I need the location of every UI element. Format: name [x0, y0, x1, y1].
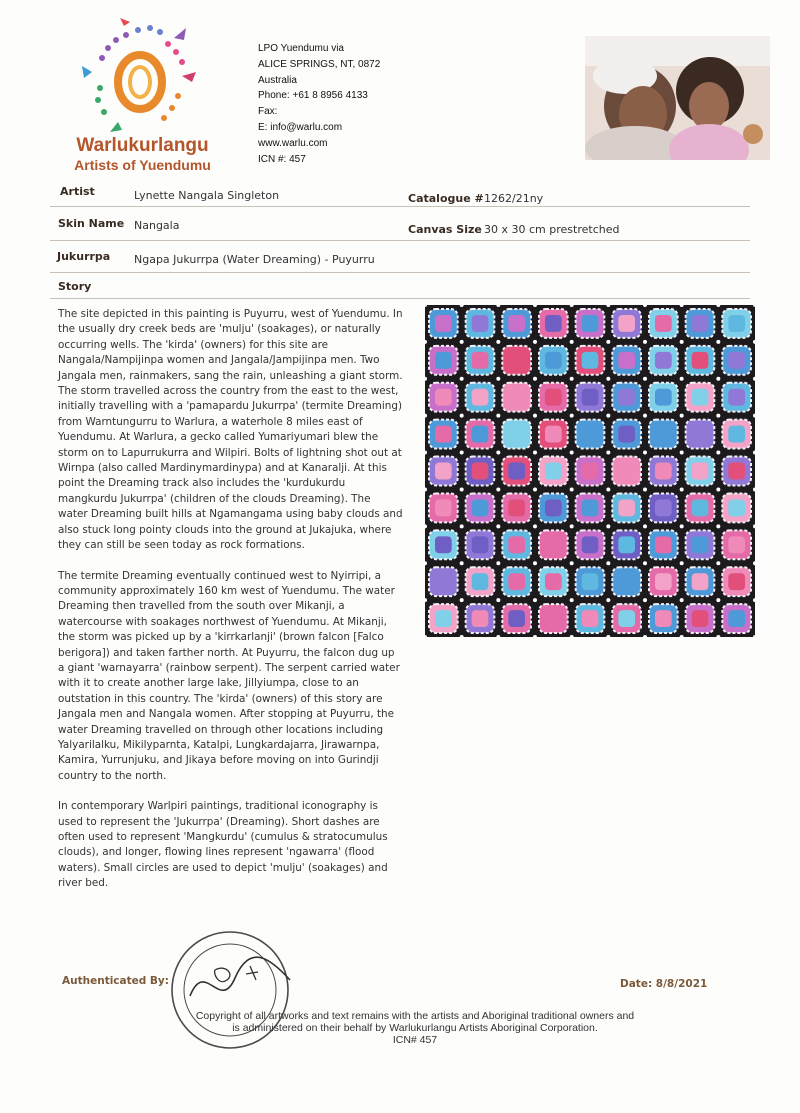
pattern-dot — [533, 340, 537, 344]
pattern-dot — [425, 340, 427, 344]
pattern-tile-inner — [582, 426, 599, 443]
pattern-dot — [496, 340, 500, 344]
pattern-tile-inner — [582, 610, 599, 627]
pattern-dot — [425, 524, 427, 528]
pattern-tile-inner — [508, 536, 525, 553]
jukurrpa-label: Jukurrpa — [57, 250, 111, 263]
pattern-tile-inner — [692, 426, 709, 443]
pattern-tile-inner — [655, 389, 672, 406]
copyright-footer — [160, 1010, 670, 1046]
pattern-tile-inner — [692, 536, 709, 553]
pattern-tile-inner — [582, 352, 599, 369]
pattern-tile-inner — [728, 426, 745, 443]
pattern-tile-inner — [692, 389, 709, 406]
pattern-dot — [606, 635, 610, 637]
pattern-dot — [753, 414, 755, 418]
pattern-tile-inner — [655, 426, 672, 443]
pattern-dot — [496, 635, 500, 637]
pattern-tile-inner — [545, 573, 562, 590]
pattern-tile-inner — [545, 536, 562, 553]
pattern-tile-inner — [472, 573, 489, 590]
pattern-dot — [606, 598, 610, 602]
logo-emblem-icon — [78, 18, 208, 138]
pattern-tile-inner — [728, 352, 745, 369]
pattern-dot — [425, 305, 427, 307]
pattern-dot — [753, 598, 755, 602]
pattern-tile-inner — [545, 426, 562, 443]
pattern-dot — [460, 635, 464, 637]
story-paragraph: In contemporary Warlpiri paintings, traditional iconography is used to represent the 'Jukurrpa' (Dreaming). Short dashes are often used to represent 'Mangkurdu' (cumulus & stratocumulus clouds), and longer, flowing lines represent 'ngawarra' (flood waters). Small circles are used to depict 'mulju' (soakages) and river bed. — [58, 800, 388, 890]
pattern-dot — [570, 340, 574, 344]
pattern-tile-inner — [618, 389, 635, 406]
pattern-tile-inner — [692, 573, 709, 590]
pattern-dot — [570, 305, 574, 307]
pattern-dot — [716, 414, 720, 418]
pattern-dot — [460, 561, 464, 565]
pattern-tile-inner — [508, 352, 525, 369]
pattern-tile-inner — [435, 499, 452, 516]
skin-name-value: Nangala — [134, 219, 180, 232]
pattern-dot — [570, 451, 574, 455]
pattern-tile-inner — [655, 499, 672, 516]
icn-text: ICN #: 457 — [258, 153, 306, 165]
pattern-dot — [496, 451, 500, 455]
pattern-dot — [606, 487, 610, 491]
pattern-dot — [496, 524, 500, 528]
address-line-2: ALICE SPRINGS, NT, 0872 — [258, 58, 381, 70]
pattern-tile-inner — [692, 315, 709, 332]
pattern-tile-inner — [472, 352, 489, 369]
pattern-dot — [643, 635, 647, 637]
pattern-tile-inner — [545, 315, 562, 332]
pattern-dot — [570, 524, 574, 528]
story-label: Story — [58, 280, 92, 293]
canvas-size-value: 30 x 30 cm prestretched — [484, 223, 620, 236]
pattern-tile-inner — [545, 352, 562, 369]
website-text: www.warlu.com — [258, 137, 328, 149]
pattern-tile-inner — [582, 573, 599, 590]
pattern-tile-inner — [728, 536, 745, 553]
pattern-tile-inner — [435, 536, 452, 553]
pattern-dot — [753, 451, 755, 455]
pattern-dot — [643, 377, 647, 381]
warlukurlangu-logo — [60, 18, 225, 178]
pattern-dot — [460, 598, 464, 602]
pattern-dot — [643, 340, 647, 344]
artist-label: Artist — [60, 185, 95, 198]
pattern-tile-inner — [618, 463, 635, 480]
pattern-dot — [680, 451, 684, 455]
pattern-dot — [753, 305, 755, 307]
copyright-line-3: ICN# 457 — [392, 1034, 438, 1046]
pattern-tile-inner — [435, 315, 452, 332]
pattern-dot — [570, 377, 574, 381]
pattern-dot — [425, 451, 427, 455]
copyright-line-1: Copyright of all artworks and text remains with the artists and Aboriginal traditional owners and — [195, 1010, 635, 1022]
pattern-dot — [753, 524, 755, 528]
pattern-tile-inner — [728, 315, 745, 332]
pattern-dot — [606, 451, 610, 455]
divider — [50, 272, 750, 273]
pattern-tile-inner — [508, 315, 525, 332]
pattern-dot — [460, 414, 464, 418]
address-line-1: LPO Yuendumu via — [258, 43, 344, 54]
pattern-tile-inner — [692, 463, 709, 480]
pattern-tile-inner — [618, 352, 635, 369]
pattern-dot — [425, 377, 427, 381]
address-line-3: Australia — [258, 74, 297, 86]
jukurrpa-value: Ngapa Jukurrpa (Water Dreaming) - Puyurru — [134, 253, 375, 266]
pattern-tile-inner — [435, 463, 452, 480]
pattern-dot — [753, 487, 755, 491]
pattern-dot — [570, 561, 574, 565]
pattern-dot — [680, 524, 684, 528]
pattern-tile-inner — [435, 389, 452, 406]
pattern-tile-inner — [655, 463, 672, 480]
pattern-tile-inner — [508, 426, 525, 443]
pattern-dot — [606, 524, 610, 528]
pattern-dot — [460, 340, 464, 344]
pattern-tile-inner — [728, 610, 745, 627]
pattern-tile-inner — [582, 389, 599, 406]
pattern-dot — [643, 414, 647, 418]
pattern-dot — [716, 451, 720, 455]
pattern-tile-inner — [472, 315, 489, 332]
pattern-tile-inner — [582, 463, 599, 480]
pattern-tile-inner — [655, 573, 672, 590]
pattern-dot — [753, 635, 755, 637]
artist-photo — [585, 36, 770, 160]
pattern-dot — [570, 635, 574, 637]
pattern-dot — [460, 451, 464, 455]
pattern-tile-inner — [618, 426, 635, 443]
pattern-dot — [753, 377, 755, 381]
pattern-dot — [606, 340, 610, 344]
pattern-dot — [680, 305, 684, 307]
pattern-tile-inner — [508, 463, 525, 480]
email-text: E: info@warlu.com — [258, 121, 343, 133]
pattern-dot — [570, 598, 574, 602]
catalogue-label: Catalogue # — [408, 192, 484, 205]
pattern-tile-inner — [618, 536, 635, 553]
pattern-tile-inner — [728, 573, 745, 590]
pattern-tile-inner — [472, 426, 489, 443]
story-paragraph: The termite Dreaming eventually continued west to Nyirripi, a community approximately 160 km west of Yuendumu. The water Dreaming then travelled from the south over Mikanji, a watercourse with soakages northwest of Yuendumu. At Mikanji, the storm was picked up by a 'kirrkarlanji' (brown falcon [Falco berigora]) and taken farther north. At Puyurru, the falcon dug up a giant 'warnayarra' (rainbow serpent). The serpent carried water with it to create another large lake, Jillyiumpa, close to an outstation in this country. The 'kirda' (owners) of this story are Jangala men and Nangala women. After stopping at Puyurru, the water Dreaming travelled on through other locations including Yalyarilalku, Mikilyparnta, Katalpi, Lungkardajarra, Jirawarnpa, Kamira, Yurrunjuku, and Jikaya before moving on into Gurindji country to the north. — [58, 569, 400, 782]
pattern-tile-inner — [545, 389, 562, 406]
pattern-dot — [606, 414, 610, 418]
pattern-dot — [643, 451, 647, 455]
pattern-dot — [425, 598, 427, 602]
pattern-dot — [460, 377, 464, 381]
pattern-dot — [496, 487, 500, 491]
pattern-dot — [680, 598, 684, 602]
pattern-dot — [716, 377, 720, 381]
pattern-tile-inner — [582, 499, 599, 516]
pattern-dot — [533, 635, 537, 637]
pattern-dot — [533, 377, 537, 381]
pattern-tile-inner — [655, 315, 672, 332]
pattern-dot — [533, 451, 537, 455]
story-paragraph: The site depicted in this painting is Puyurru, west of Yuendumu. In the usually dry creek beds are 'mulju' (soakages), or naturally occurring wells. The 'kirda' (owners) for this site are Nangala/Nampijinpa women and Jangala/Jampijinpa men. Two Jangala men, rainmakers, sang the rain, unleashing a giant storm. The storm travelled across the country from the east to the west, initially travelling with a 'pamapardu Jukurrpa' (termite Dreaming) from Warntungurru to Warlura, a waterhole 8 miles east of Yuendumu. At Warlura, a gecko called Yumariyumari blew the storm on to Lapurrukurra and Wilpiri. Bolts of lightning shot out at Wirnpa (also called Mardinymardinypa) and at Kanaralji. At this point the Dreaming track also includes the 'kurdukurdu mangkurdu Jukurrpa' (children of the clouds Dreaming). The water Dreaming built hills at Ngamangama using baby clouds and also stuck long pointy clouds into the ground at Jukajuka, where they can still be seen today as rock formations. — [58, 308, 403, 552]
pattern-tile-inner — [435, 573, 452, 590]
pattern-dot — [425, 414, 427, 418]
catalogue-value: 1262/21ny — [484, 192, 544, 205]
pattern-dot — [643, 524, 647, 528]
pattern-dot — [680, 340, 684, 344]
pattern-dot — [496, 414, 500, 418]
pattern-tile-inner — [618, 610, 635, 627]
pattern-tile-inner — [472, 389, 489, 406]
authenticated-by-label: Authenticated By: — [62, 975, 169, 987]
pattern-dot — [716, 598, 720, 602]
pattern-tile-inner — [655, 610, 672, 627]
pattern-dot — [606, 377, 610, 381]
pattern-tile-inner — [472, 610, 489, 627]
artwork-pattern — [425, 305, 755, 637]
pattern-dot — [643, 598, 647, 602]
pattern-tile-inner — [545, 499, 562, 516]
pattern-tile-inner — [692, 499, 709, 516]
pattern-dot — [425, 487, 427, 491]
pattern-dot — [533, 561, 537, 565]
pattern-dot — [533, 305, 537, 307]
pattern-dot — [496, 377, 500, 381]
pattern-dot — [716, 524, 720, 528]
skin-name-label: Skin Name — [58, 217, 125, 230]
pattern-tile-inner — [728, 389, 745, 406]
pattern-tile-inner — [728, 463, 745, 480]
pattern-tile-inner — [692, 352, 709, 369]
pattern-tile-inner — [545, 610, 562, 627]
pattern-tile-inner — [435, 610, 452, 627]
authentication-date: Date: 8/8/2021 — [620, 978, 708, 990]
pattern-dot — [496, 598, 500, 602]
pattern-dot — [680, 561, 684, 565]
pattern-dot — [460, 487, 464, 491]
contact-block — [258, 41, 380, 167]
pattern-dot — [753, 561, 755, 565]
pattern-dot — [716, 635, 720, 637]
pattern-dot — [753, 340, 755, 344]
pattern-dot — [460, 305, 464, 307]
pattern-tile-inner — [508, 610, 525, 627]
pattern-dot — [533, 524, 537, 528]
pattern-dot — [680, 414, 684, 418]
pattern-dot — [496, 305, 500, 307]
logo-subtitle: Artists of Yuendumu — [74, 157, 211, 173]
phone-text: Phone: +61 8 8956 4133 — [258, 90, 368, 102]
fax-text: Fax: — [258, 106, 278, 118]
pattern-dot — [425, 635, 427, 637]
pattern-dot — [680, 487, 684, 491]
pattern-tile-inner — [618, 315, 635, 332]
pattern-dot — [680, 377, 684, 381]
pattern-tile-inner — [508, 389, 525, 406]
pattern-tile-inner — [435, 426, 452, 443]
divider — [50, 240, 750, 241]
pattern-dot — [533, 487, 537, 491]
pattern-dot — [606, 561, 610, 565]
pattern-tile-inner — [618, 499, 635, 516]
pattern-tile-inner — [435, 352, 452, 369]
story-text — [58, 307, 403, 907]
copyright-line-2: is administered on their behalf by Warlukurlangu Artists Aboriginal Corporation. — [232, 1022, 598, 1034]
pattern-dot — [716, 561, 720, 565]
pattern-dot — [606, 305, 610, 307]
pattern-dot — [570, 487, 574, 491]
pattern-tile-inner — [508, 573, 525, 590]
logo-name: Warlukurlangu — [76, 135, 209, 156]
pattern-dot — [570, 414, 574, 418]
pattern-tile-inner — [655, 352, 672, 369]
pattern-dot — [716, 487, 720, 491]
pattern-dot — [460, 524, 464, 528]
divider — [50, 206, 750, 207]
pattern-tile-inner — [582, 536, 599, 553]
pattern-tile-inner — [472, 536, 489, 553]
pattern-tile-inner — [618, 573, 635, 590]
pattern-tile-inner — [472, 463, 489, 480]
pattern-dot — [496, 561, 500, 565]
pattern-dot — [533, 598, 537, 602]
pattern-dot — [643, 561, 647, 565]
pattern-tile-inner — [472, 499, 489, 516]
pattern-dot — [680, 635, 684, 637]
pattern-tile-inner — [508, 499, 525, 516]
pattern-dot — [643, 487, 647, 491]
pattern-dot — [716, 305, 720, 307]
pattern-tile-inner — [692, 610, 709, 627]
pattern-tile-inner — [582, 315, 599, 332]
artwork-painting — [425, 305, 755, 637]
pattern-tile-inner — [545, 463, 562, 480]
pattern-dot — [533, 414, 537, 418]
divider — [50, 298, 750, 299]
pattern-tile-inner — [728, 499, 745, 516]
pattern-dot — [643, 305, 647, 307]
pattern-dot — [425, 561, 427, 565]
pattern-tile-inner — [655, 536, 672, 553]
canvas-size-label: Canvas Size — [408, 223, 482, 236]
artist-value: Lynette Nangala Singleton — [134, 189, 280, 202]
pattern-dot — [716, 340, 720, 344]
